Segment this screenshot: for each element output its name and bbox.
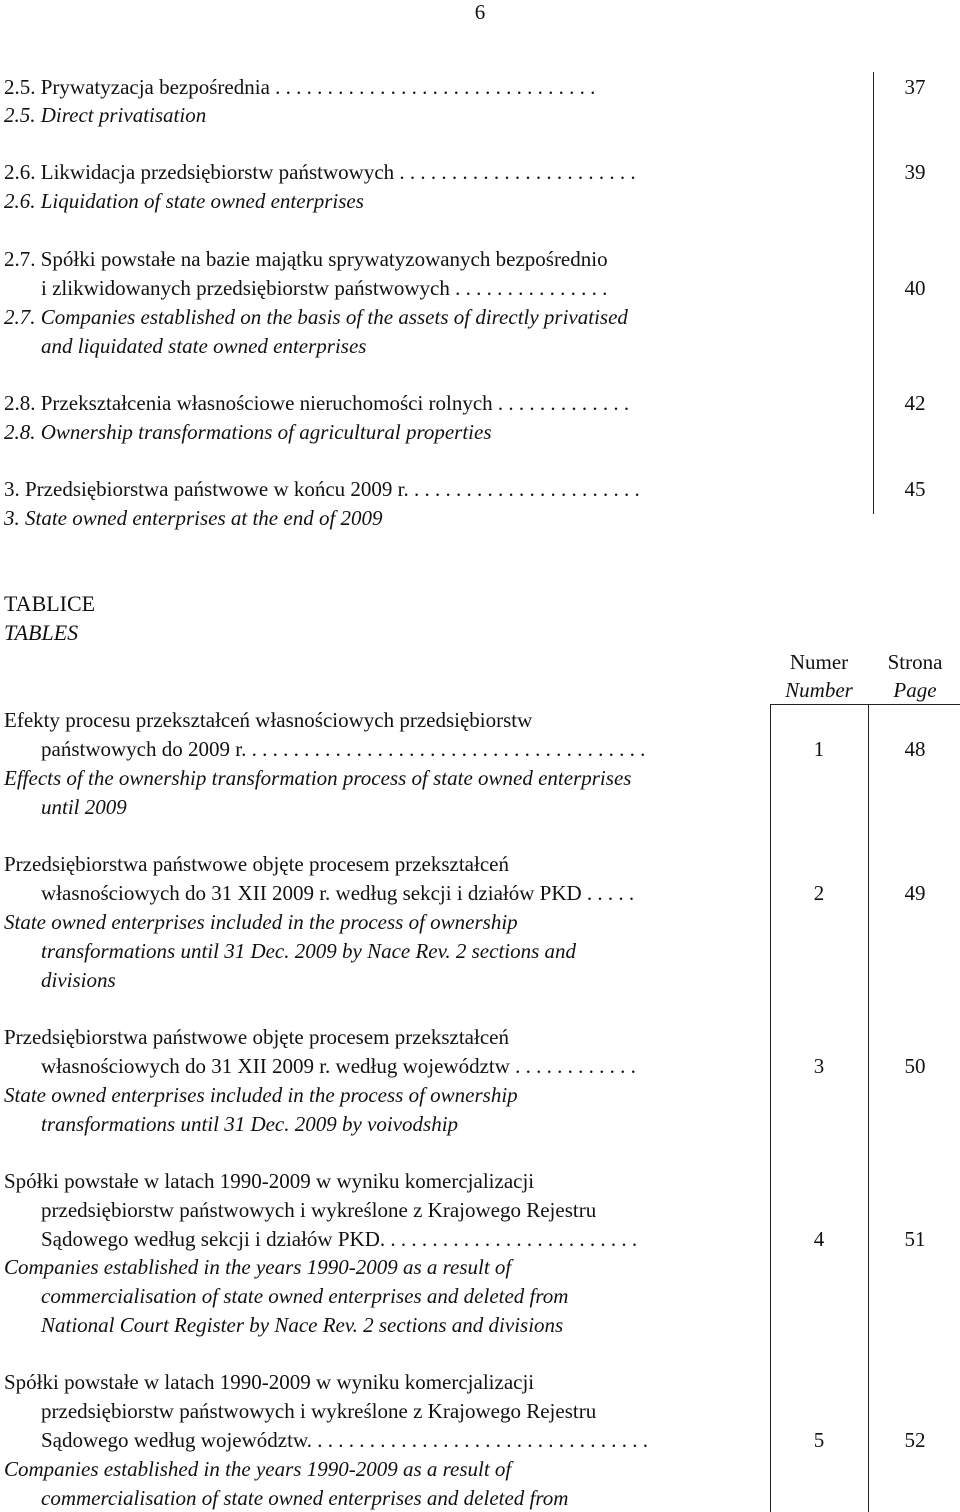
column-header-number-pl: Numer xyxy=(789,650,849,674)
toc-entry-2-6-en: 2.6. Liquidation of state owned enterprises xyxy=(4,189,364,213)
table-3-title-en-line2: transformations until 31 Dec. 2009 by voivodship xyxy=(41,1112,459,1136)
table-1-page: 48 xyxy=(904,737,926,761)
table-5-title-en-line1: Companies established in the years 1990-2009 as a result of xyxy=(4,1457,512,1481)
table-4-title-pl-line2: przedsiębiorstw państwowych i wykreślone z Krajowego Rejestru xyxy=(41,1198,597,1222)
column-header-number-en: Number xyxy=(785,678,853,702)
toc-entry-2-8-en: 2.8. Ownership transformations of agricultural properties xyxy=(4,420,492,444)
table-1-title-pl-line2: państwowych do 2009 r. . . . . . . . . . . . . . . . . . . . . . . . . . . . . . . . . . . . . . . xyxy=(41,737,646,761)
table-3-title-en-line1: State owned enterprises included in the process of ownership xyxy=(4,1083,518,1107)
toc-entry-2-5-pl: 2.5. Prywatyzacja bezpośrednia . . . . . . . . . . . . . . . . . . . . . . . . . . . . . . . xyxy=(4,75,596,99)
table-4-title-en-line3: National Court Register by Nace Rev. 2 sections and divisions xyxy=(41,1313,564,1337)
toc-entry-2-6-pl: 2.6. Likwidacja przedsiębiorstw państwowych . . . . . . . . . . . . . . . . . . . . . . . xyxy=(4,160,636,184)
table-5-title-en-line2: commercialisation of state owned enterprises and deleted from xyxy=(41,1486,569,1510)
table-3-page: 50 xyxy=(904,1054,926,1078)
table-3-number: 3 xyxy=(813,1054,825,1078)
table-2-number: 2 xyxy=(813,881,825,905)
tables-heading-en: TABLES xyxy=(4,620,79,645)
table-5-page: 52 xyxy=(904,1428,926,1452)
table-2-title-pl-line2: własnościowych do 31 XII 2009 r. według sekcji i działów PKD . . . . . xyxy=(41,881,635,905)
page-number: 6 xyxy=(474,0,486,24)
toc-page-2-5: 37 xyxy=(904,75,926,99)
toc-page-2-8: 42 xyxy=(904,391,926,415)
table-3-title-pl-line2: własnościowych do 31 XII 2009 r. według województw . . . . . . . . . . . . xyxy=(41,1054,636,1078)
table-5-title-pl-line2: przedsiębiorstw państwowych i wykreślone z Krajowego Rejestru xyxy=(41,1399,597,1423)
table-1-number: 1 xyxy=(813,737,825,761)
tables-column-rule-left xyxy=(770,704,771,1512)
table-4-page: 51 xyxy=(904,1227,926,1251)
table-1-title-pl-line1: Efekty procesu przekształceń własnościowych przedsiębiorstw xyxy=(4,708,533,732)
table-4-title-en-line1: Companies established in the years 1990-2009 as a result of xyxy=(4,1255,512,1279)
toc-entry-2-8-pl: 2.8. Przekształcenia własnościowe nieruchomości rolnych . . . . . . . . . . . . . xyxy=(4,391,630,415)
table-2-title-pl-line1: Przedsiębiorstwa państwowe objęte procesem przekształceń xyxy=(4,852,509,876)
toc-entry-3-en: 3. State owned enterprises at the end of 2009 xyxy=(4,506,383,530)
table-2-title-en-line1: State owned enterprises included in the process of ownership xyxy=(4,910,518,934)
toc-entry-2-7-pl-line2: i zlikwidowanych przedsiębiorstw państwowych . . . . . . . . . . . . . . . xyxy=(41,276,608,300)
toc-entry-2-7-pl-line1: 2.7. Spółki powstałe na bazie majątku sprywatyzowanych bezpośrednio xyxy=(4,247,608,271)
contents-page-column-rule xyxy=(873,72,874,514)
table-2-title-en-line2: transformations until 31 Dec. 2009 by Nace Rev. 2 sections and xyxy=(41,939,577,963)
toc-entry-2-7-en-line2: and liquidated state owned enterprises xyxy=(41,334,367,358)
column-header-page-pl: Strona xyxy=(887,650,943,674)
table-2-page: 49 xyxy=(904,881,926,905)
table-1-title-en-line2: until 2009 xyxy=(41,795,127,819)
column-header-underline xyxy=(770,704,960,705)
table-4-title-pl-line3: Sądowego według sekcji i działów PKD. . . . . . . . . . . . . . . . . . . . . . . . . xyxy=(41,1227,638,1251)
table-4-number: 4 xyxy=(813,1227,825,1251)
column-header-page-en: Page xyxy=(893,678,937,702)
table-5-title-pl-line1: Spółki powstałe w latach 1990-2009 w wyniku komercjalizacji xyxy=(4,1370,535,1394)
tables-heading-pl: TABLICE xyxy=(4,591,96,616)
toc-entry-2-5-en: 2.5. Direct privatisation xyxy=(4,103,207,127)
table-5-number: 5 xyxy=(813,1428,825,1452)
toc-page-2-6: 39 xyxy=(904,160,926,184)
toc-entry-2-7-en-line1: 2.7. Companies established on the basis of the assets of directly privatised xyxy=(4,305,628,329)
table-2-title-en-line3: divisions xyxy=(41,968,116,992)
table-4-title-pl-line1: Spółki powstałe w latach 1990-2009 w wyniku komercjalizacji xyxy=(4,1169,535,1193)
toc-page-2-7: 40 xyxy=(904,276,926,300)
table-3-title-pl-line1: Przedsiębiorstwa państwowe objęte procesem przekształceń xyxy=(4,1025,509,1049)
toc-page-3: 45 xyxy=(904,477,926,501)
tables-column-rule-right xyxy=(868,704,869,1512)
table-5-title-pl-line3: Sądowego według województw. . . . . . . . . . . . . . . . . . . . . . . . . . . . . . . . . xyxy=(41,1428,649,1452)
table-4-title-en-line2: commercialisation of state owned enterprises and deleted from xyxy=(41,1284,569,1308)
toc-entry-3-pl: 3. Przedsiębiorstwa państwowe w końcu 2009 r. . . . . . . . . . . . . . . . . . . . . . . xyxy=(4,477,640,501)
table-1-title-en-line1: Effects of the ownership transformation process of state owned enterprises xyxy=(4,766,632,790)
